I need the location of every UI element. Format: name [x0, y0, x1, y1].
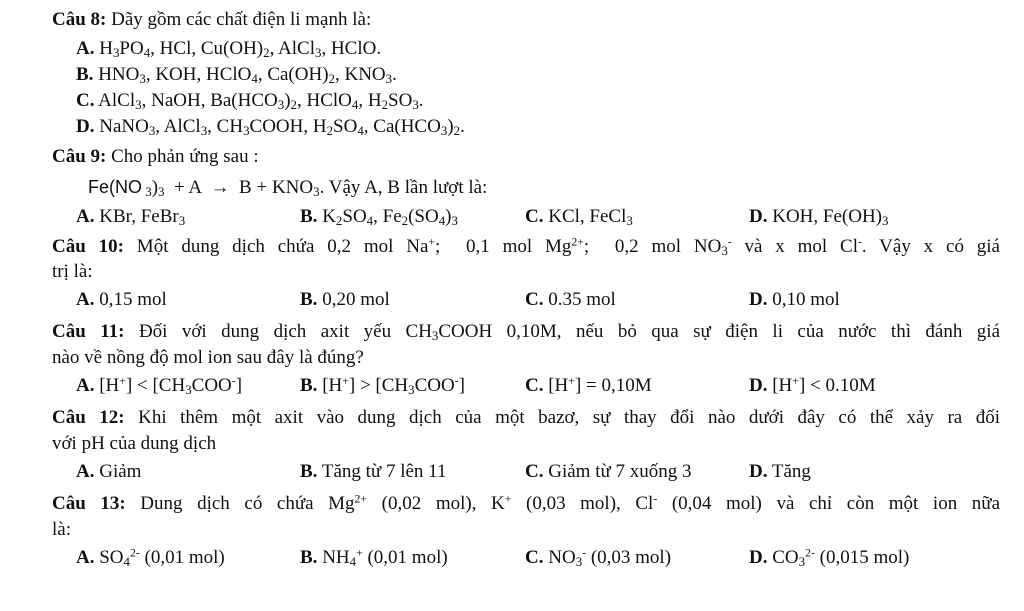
option-text: Giảm: [94, 461, 142, 482]
question-11-text: COOH 0,10M, nếu bỏ qua sự điện li của nước thì đánh giá: [438, 321, 1001, 342]
question-8-option-c: C. AlCl$_3$, NaOH, $Ba(HCO_3)_2$, HClO$_4$, $H_2SO_3$.: [76, 90, 424, 113]
question-10-label: Câu 10:: [52, 236, 124, 257]
question-9-option-d: D. KOH, $Fe(OH)_3$: [749, 206, 889, 229]
option-label: D.: [749, 461, 768, 482]
option-label: C.: [525, 289, 544, 310]
question-9-option-b: B. $K_2SO_4$, $Fe_2(SO_4)_3$: [300, 206, 458, 229]
question-11-option-a: A. $[H^+] < [CH_3COO^-]$: [76, 374, 243, 398]
option-text: 0,10 mol: [767, 289, 840, 310]
question-9-text: Cho phản ứng sau :: [106, 146, 259, 167]
option-label: B.: [300, 289, 318, 310]
question-13-text-2: (0,03 mol), Cl: [511, 493, 654, 514]
option-label: B.: [300, 206, 318, 227]
question-9-equation-tail: Vậy A, B lần lượt là:: [324, 177, 488, 198]
question-8-stem: [52, 8, 371, 32]
question-9-option-a: A. KBr, FeBr$_3$: [76, 206, 186, 229]
question-10-text: và x mol Cl: [731, 236, 858, 257]
option-text: K: [317, 206, 336, 227]
question-8-text: Dãy gồm các chất điện li mạnh là:: [106, 9, 372, 30]
question-10-stem-line2: trị là:: [52, 261, 93, 282]
option-label: A.: [76, 461, 95, 482]
option-label: C.: [525, 547, 544, 568]
question-8-option-d: D. NaNO$_3$, AlCl$_3$, $CH_3COOH$, $H_2SO_4$, $Ca(HCO_3)_2$.: [76, 116, 465, 139]
question-10-option-d: [749, 288, 840, 312]
question-13-text-1: (0,02 mol), K: [367, 493, 505, 514]
option-label: A.: [76, 38, 95, 59]
question-13-option-d: D. $CO_3^{2-}$ (0,015 mol): [749, 546, 910, 570]
question-11-stem: Câu 11: Đối với dung dịch axit yếu $CH_3COOH$ 0,10M, nếu bỏ qua sự điện li của nước thì đánh giá: [52, 321, 1001, 344]
option-label: D.: [749, 206, 768, 227]
question-13-label: Câu 13:: [52, 493, 126, 514]
question-10-text-end: . Vậy x có giá: [861, 236, 1000, 257]
option-label: A.: [76, 547, 95, 568]
option-label: D.: [76, 116, 95, 137]
question-9-label: Câu 9:: [52, 146, 107, 167]
option-text: (0,03 mol): [586, 547, 672, 568]
option-text: (0,015 mol): [814, 547, 910, 568]
option-label: B.: [300, 547, 318, 568]
option-text: KOH, Fe(OH): [767, 206, 882, 227]
question-10-stem: Câu 10: Một dung dịch chứa 0,2 mol Na+; 0,1 mol $Mg^{2+}$; 0,2 mol $NO_3^-$ và x mol Cl-. Vậy x có giá: [52, 235, 1000, 259]
question-12-option-b: [300, 460, 446, 484]
question-10-option-a: [76, 288, 167, 312]
option-text: KCl, FeCl: [543, 206, 627, 227]
option-text: ] < 0.10M: [798, 375, 876, 396]
option-label: B.: [300, 461, 318, 482]
option-text: Tăng từ 7 lên 11: [317, 461, 447, 482]
question-10-option-c: [525, 288, 616, 312]
option-text: 0,15 mol: [94, 289, 167, 310]
question-8-label: Câu 8:: [52, 9, 107, 30]
option-text: (0,01 mol): [139, 547, 225, 568]
question-9-option-c: C. KCl, FeCl$_3$: [525, 206, 633, 229]
question-13-stem: Câu 13: Dung dịch có chứa $Mg^{2+}$ (0,02 mol), K+ (0,03 mol), Cl- (0,04 mol) và chỉ còn một ion nữa: [52, 492, 1001, 514]
question-12-text: Khi thêm một axit vào dung dịch của một bazơ, sự thay đổi nào dưới đây có thể xảy ra đối: [124, 407, 1000, 428]
option-label: D.: [749, 375, 768, 396]
question-11-option-c: C. [H+] = 0,10M: [525, 374, 652, 396]
option-text: ] = 0,10M: [574, 375, 652, 396]
option-text: 0,20 mol: [317, 289, 390, 310]
question-11-option-d: D. [H+] < 0.10M: [749, 374, 876, 396]
question-10-option-b: [300, 288, 390, 312]
question-13-stem-line2: là:: [52, 519, 71, 540]
option-label: B.: [300, 375, 318, 396]
option-label: C.: [525, 375, 544, 396]
question-13-option-c: C. $NO_3^-$ (0,03 mol): [525, 546, 672, 570]
option-text: Giảm từ 7 xuống 3: [543, 461, 692, 482]
option-label: D.: [749, 547, 768, 568]
question-13-option-b: B. $NH_4^+$ (0,01 mol): [300, 546, 448, 570]
option-label: B.: [76, 64, 94, 85]
question-11-stem-line2: nào về nồng độ mol ion sau đây là đúng?: [52, 347, 364, 368]
question-12-option-d: [749, 460, 811, 484]
option-label: A.: [76, 289, 95, 310]
question-12-stem: [52, 406, 1000, 430]
question-8-option-b: B. $HNO_3$, KOH, HClO$_4$, $Ca(OH)_2$, $KNO_3$.: [76, 64, 397, 87]
question-12-option-a: [76, 460, 141, 484]
question-11-option-b: B. $[H^+] > [CH_3COO^-]$: [300, 374, 465, 398]
option-text: 0.35 mol: [543, 289, 616, 310]
option-text: Tăng: [767, 461, 811, 482]
question-13-option-a: A. $SO_4^{2-}$ (0,01 mol): [76, 546, 225, 570]
option-label: A.: [76, 375, 95, 396]
question-12-label: Câu 12:: [52, 407, 125, 428]
option-text: KBr, FeBr: [94, 206, 179, 227]
question-11-label: Câu 11:: [52, 321, 125, 342]
option-label: C.: [525, 206, 544, 227]
question-12-option-c: [525, 460, 692, 484]
question-8-option-a: A. $H_3PO_4$, HCl, $Cu(OH)_2$, AlCl$_3$, HClO.: [76, 38, 382, 61]
question-9-stem: [52, 145, 259, 169]
option-label: C.: [525, 461, 544, 482]
option-label: A.: [76, 206, 95, 227]
option-label: D.: [749, 289, 768, 310]
question-9-equation: Fe(NO $_3)_3 + A \to B + KNO_3$. Vậy A, B lần lượt là:: [88, 177, 488, 200]
question-13-text-3: (0,04 mol) và chỉ còn một ion nữa: [657, 493, 1001, 514]
option-label: C.: [76, 90, 95, 111]
option-text: (0,01 mol): [362, 547, 448, 568]
question-12-stem-line2: với pH của dung dịch: [52, 433, 217, 454]
